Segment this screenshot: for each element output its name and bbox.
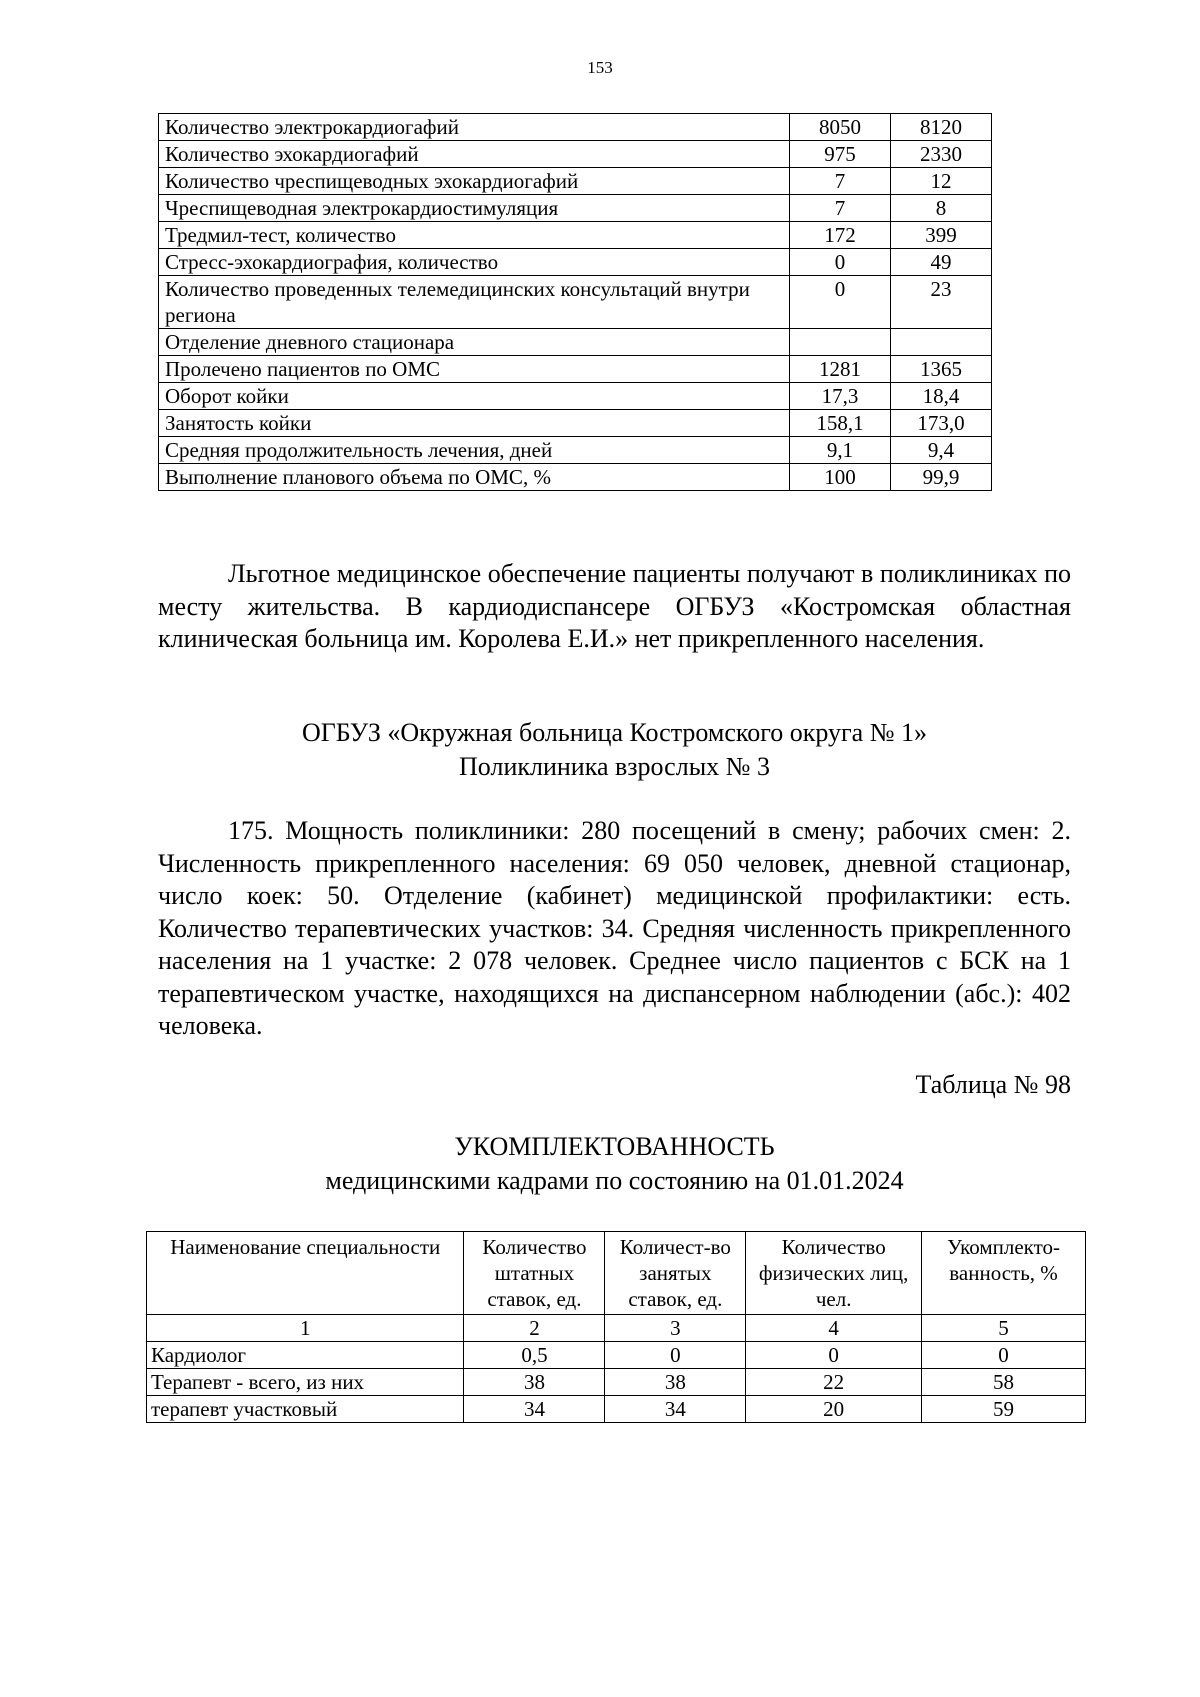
specialty-name: Кардиолог: [147, 1342, 464, 1369]
row-label: Количество проведенных телемедицинских консультаций внутри региона: [159, 276, 790, 329]
benefits-paragraph: [158, 558, 1071, 656]
occupied-positions: 38: [605, 1369, 746, 1396]
row-value-2023: 1365: [891, 356, 992, 383]
row-value-2023: 49: [891, 249, 992, 276]
staffing-percent: 59: [922, 1396, 1086, 1423]
table-row: [147, 1396, 1086, 1423]
row-value-2023: [891, 329, 992, 356]
section-heading: [158, 716, 1071, 784]
row-value-2023: 18,4: [891, 383, 992, 410]
staffing-percent: 58: [922, 1369, 1086, 1396]
row-value-2023: 23: [891, 276, 992, 329]
row-value-2022: 100: [790, 464, 891, 491]
specialty-name: терапевт участковый: [147, 1396, 464, 1423]
table-row: [159, 437, 992, 464]
row-value-2022: [790, 329, 891, 356]
staff-positions: 34: [464, 1396, 605, 1423]
table-row: [159, 222, 992, 249]
table-row: [159, 464, 992, 491]
row-value-2023: 8120: [891, 114, 992, 141]
diagnostics-table: [158, 113, 992, 491]
table-row: [159, 114, 992, 141]
row-value-2022: 158,1: [790, 410, 891, 437]
row-label: Количество чреспищеводных эхокардиогафий: [159, 168, 790, 195]
row-label: Стресс-эхокардиография, количество: [159, 249, 790, 276]
benefits-paragraph-text: Льготное медицинское обеспечение пациенты получают в поликлиниках по месту жительства. В кардиодиспансере ОГБУЗ «Костромская областная клиническая больница им. Королева Е.И.» нет прикрепленного населения.: [158, 559, 1071, 653]
column-number: 4: [746, 1315, 922, 1342]
row-value-2023: 399: [891, 222, 992, 249]
row-value-2023: 2330: [891, 141, 992, 168]
table-row: [159, 410, 992, 437]
row-label: Количество электрокардиогафий: [159, 114, 790, 141]
staff-positions: 0,5: [464, 1342, 605, 1369]
table-title-main: УКОМПЛЕКТОВАННОСТЬ: [454, 1132, 775, 1161]
header-staffing-percent: Укомплекто-ванность, %: [922, 1232, 1086, 1315]
row-value-2022: 7: [790, 195, 891, 222]
row-value-2022: 17,3: [790, 383, 891, 410]
row-value-2022: 0: [790, 276, 891, 329]
row-value-2023: 9,4: [891, 437, 992, 464]
table-row: [159, 276, 992, 329]
row-value-2022: 8050: [790, 114, 891, 141]
staffing-table-header-row: [147, 1232, 1086, 1315]
table-row: [159, 141, 992, 168]
physical-persons: 0: [746, 1342, 922, 1369]
occupied-positions: 34: [605, 1396, 746, 1423]
column-number: 2: [464, 1315, 605, 1342]
header-physical-persons: Количество физических лиц, чел.: [746, 1232, 922, 1315]
column-number: 1: [147, 1315, 464, 1342]
table-caption: Таблица № 98: [915, 1070, 1071, 1099]
staff-positions: 38: [464, 1369, 605, 1396]
table-row: [147, 1369, 1086, 1396]
table-title-subtitle: медицинскими кадрами по состоянию на 01.01.2024: [325, 1166, 904, 1195]
row-value-2022: 7: [790, 168, 891, 195]
header-specialty: Наименование специальности: [147, 1232, 464, 1315]
section-heading-clinic: Поликлиника взрослых № 3: [459, 752, 770, 781]
specialty-name: Терапевт - всего, из них: [147, 1369, 464, 1396]
column-number: 5: [922, 1315, 1086, 1342]
row-label: Занятость койки: [159, 410, 790, 437]
table-row: [159, 195, 992, 222]
row-value-2023: 173,0: [891, 410, 992, 437]
page-number: 153: [587, 58, 613, 77]
row-value-2022: 1281: [790, 356, 891, 383]
column-number: 3: [605, 1315, 746, 1342]
row-label: Количество эхокардиогафий: [159, 141, 790, 168]
staffing-percent: 0: [922, 1342, 1086, 1369]
occupied-positions: 0: [605, 1342, 746, 1369]
row-value-2022: 975: [790, 141, 891, 168]
staffing-table-column-numbers: [147, 1315, 1086, 1342]
row-label: Отделение дневного стационара: [159, 329, 790, 356]
staffing-table: [146, 1231, 1086, 1423]
physical-persons: 20: [746, 1396, 922, 1423]
clinic-capacity-paragraph: [158, 815, 1071, 1043]
row-value-2023: 12: [891, 168, 992, 195]
table-row: [159, 249, 992, 276]
table-row: [159, 356, 992, 383]
row-label: Средняя продолжительность лечения, дней: [159, 437, 790, 464]
row-label: Выполнение планового объема по ОМС, %: [159, 464, 790, 491]
section-heading-hospital: ОГБУЗ «Окружная больница Костромского округа № 1»: [301, 718, 928, 747]
header-occupied-positions: Количест-во занятых ставок, ед.: [605, 1232, 746, 1315]
table-row: [159, 168, 992, 195]
physical-persons: 22: [746, 1369, 922, 1396]
row-value-2023: 8: [891, 195, 992, 222]
row-value-2022: 172: [790, 222, 891, 249]
row-label: Тредмил-тест, количество: [159, 222, 790, 249]
row-value-2022: 0: [790, 249, 891, 276]
row-label: Оборот койки: [159, 383, 790, 410]
clinic-capacity-paragraph-text: 175. Мощность поликлиники: 280 посещений в смену; рабочих смен: 2. Численность прикрепленного населения: 69 050 человек, дневной стационар, число коек: 50. Отделение (кабинет) медицинской профилактики: есть. Количество терапевтических участков: 34. Средняя численность прикрепленного населения на 1 участке: 2 078 человек. Среднее число пациентов с БСК на 1 терапевтическом участке, находящихся на диспансерном наблюдении (абс.): 402 человека.: [158, 816, 1071, 1040]
table-row: [159, 383, 992, 410]
row-label: Чреспищеводная электрокардиостимуляция: [159, 195, 790, 222]
row-value-2022: 9,1: [790, 437, 891, 464]
row-label: Пролечено пациентов по ОМС: [159, 356, 790, 383]
header-staff-positions: Количество штатных ставок, ед.: [464, 1232, 605, 1315]
table-title: [158, 1130, 1071, 1198]
table-row: [159, 329, 992, 356]
row-value-2023: 99,9: [891, 464, 992, 491]
table-row: [147, 1342, 1086, 1369]
